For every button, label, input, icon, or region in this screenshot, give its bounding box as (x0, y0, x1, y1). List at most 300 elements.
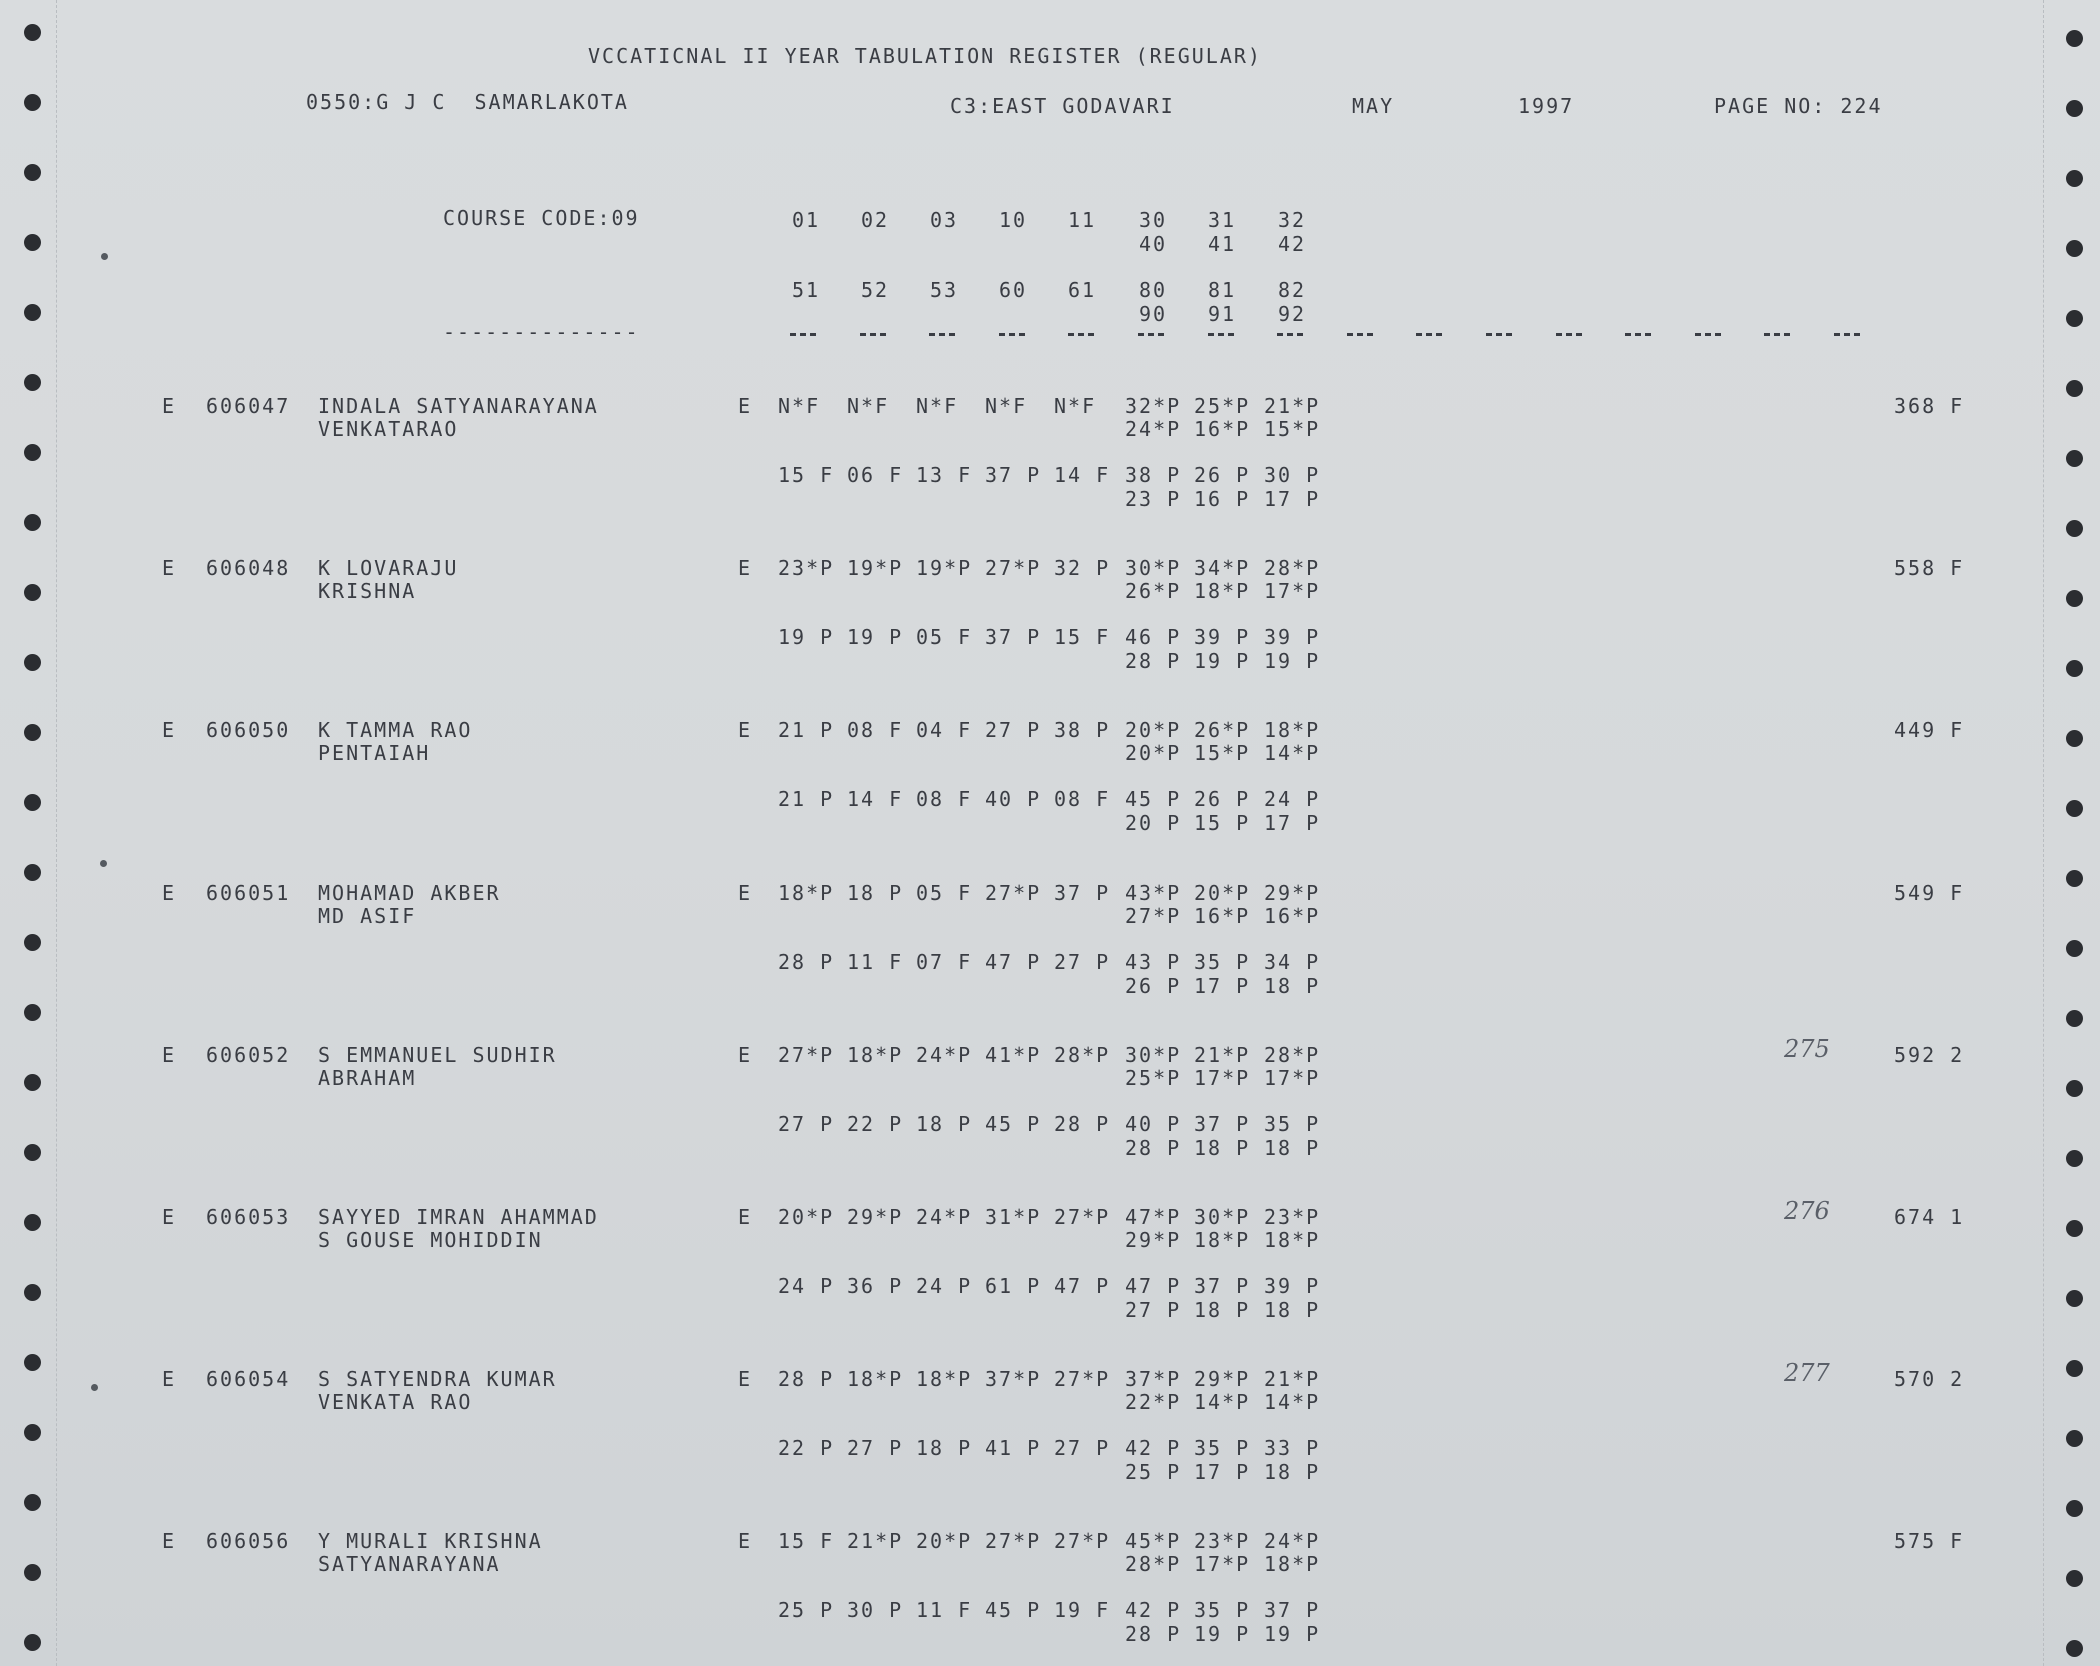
candidate-type: E (162, 556, 177, 581)
sprocket-hole (24, 794, 41, 811)
sprocket-hole (24, 864, 41, 881)
total-and-result: 674 1 (1894, 1205, 1965, 1229)
sprocket-hole (2066, 590, 2083, 607)
column-rule (1347, 333, 1373, 336)
subject-mark: 24*P (916, 1042, 973, 1067)
roll-number: 606047 (206, 394, 291, 418)
sprocket-hole (2066, 1360, 2083, 1377)
total-and-result: 368 F (1894, 394, 1965, 418)
subject-mark: 19 P (1194, 649, 1251, 674)
sprocket-hole (2066, 1010, 2083, 1027)
sprocket-hole (24, 1564, 41, 1581)
subject-mark: 37*P (985, 1367, 1042, 1392)
subject-mark: 05 F (916, 625, 973, 650)
sprocket-hole (2066, 730, 2083, 747)
subject-mark: 35 P (1194, 1436, 1251, 1461)
sprocket-hole (2066, 170, 2083, 187)
subject-mark: 19*P (847, 556, 904, 581)
father-name: KRISHNA (318, 579, 417, 604)
subject-mark: 29*P (847, 1205, 904, 1229)
medium-code: E (738, 1529, 753, 1554)
sprocket-hole (2066, 1220, 2083, 1237)
subject-mark: 23*P (778, 556, 835, 581)
subject-mark: 14*P (1194, 1390, 1251, 1415)
subject-mark: 18 P (1194, 1135, 1251, 1160)
sprocket-hole (2066, 380, 2083, 397)
subject-mark: 29*P (1264, 880, 1321, 905)
subject-mark: 18*P (1264, 718, 1321, 743)
candidate-type: E (162, 1367, 177, 1392)
subject-mark: 16*P (1194, 903, 1251, 928)
subject-mark: N*F (778, 394, 821, 418)
subject-mark: 18 P (1194, 1298, 1251, 1322)
medium-code: E (738, 1205, 753, 1229)
subject-mark: 27*P (1054, 1205, 1111, 1229)
subject-mark: 24 P (1264, 787, 1321, 812)
subject-mark: 27 P (1125, 1298, 1182, 1322)
subject-mark: 32*P (1125, 394, 1182, 418)
course-code-label: COURSE CODE:09 (443, 206, 640, 230)
subject-mark: 27 P (985, 718, 1042, 743)
district-name: C3:EAST GODAVARI (950, 94, 1175, 118)
subject-mark: 14*P (1264, 1390, 1321, 1415)
subject-mark: 22 P (778, 1436, 835, 1461)
subject-mark: 08 F (1054, 787, 1111, 812)
subject-mark: 27 P (847, 1436, 904, 1461)
subject-mark: 43*P (1125, 880, 1182, 905)
subject-mark: 18 P (1264, 1135, 1321, 1160)
subject-mark: 29*P (1194, 1367, 1251, 1392)
subject-mark: 45*P (1125, 1529, 1182, 1554)
subject-mark: 15 F (1054, 625, 1111, 650)
subject-mark: 15 F (778, 1529, 835, 1554)
subject-mark: 18 P (916, 1111, 973, 1136)
subject-mark: 35 P (1194, 949, 1251, 974)
subject-code: 92 (1278, 302, 1307, 326)
subject-mark: 24*P (916, 1205, 973, 1229)
sprocket-hole (24, 164, 41, 181)
subject-mark: 26 P (1125, 973, 1182, 998)
subject-mark: 28 P (1125, 1622, 1182, 1647)
subject-mark: 07 F (916, 949, 973, 974)
sprocket-hole (2066, 450, 2083, 467)
sprocket-hole (24, 1424, 41, 1441)
sprocket-hole (24, 234, 41, 251)
subject-mark: 27 P (778, 1111, 835, 1136)
subject-mark: 24*P (1125, 417, 1182, 441)
subject-mark: 28 P (778, 1367, 835, 1392)
roll-number: 606054 (206, 1367, 291, 1392)
medium-code: E (738, 394, 753, 418)
subject-mark: 18*P (1194, 1228, 1251, 1252)
medium-code: E (738, 556, 753, 581)
column-rule (1208, 333, 1234, 336)
subject-mark: 28 P (1054, 1111, 1111, 1136)
subject-mark: 23*P (1264, 1205, 1321, 1229)
subject-mark: 28 P (778, 949, 835, 974)
subject-code: 90 (1139, 302, 1168, 326)
subject-code: 30 (1139, 208, 1168, 232)
subject-code: 03 (930, 208, 959, 232)
subject-mark: 19 P (847, 625, 904, 650)
subject-mark: 19 F (1054, 1598, 1111, 1623)
paper-speck (100, 860, 107, 867)
subject-code: 51 (792, 278, 821, 302)
sprocket-hole (2066, 1500, 2083, 1517)
subject-mark: 45 P (1125, 787, 1182, 812)
sprocket-hole (24, 1074, 41, 1091)
subject-mark: 14*P (1264, 741, 1321, 766)
sprocket-hole (2066, 1430, 2083, 1447)
sprocket-hole (2066, 1080, 2083, 1097)
subject-code: 53 (930, 278, 959, 302)
sprocket-hole (24, 444, 41, 461)
column-rule (1695, 333, 1721, 336)
subject-code: 40 (1139, 232, 1168, 256)
subject-mark: 30 P (1264, 463, 1321, 487)
subject-mark: 37 P (1054, 880, 1111, 905)
subject-mark: 23 P (1125, 487, 1182, 511)
college-name: 0550:G J C SAMARLAKOTA (306, 90, 629, 114)
subject-mark: 46 P (1125, 625, 1182, 650)
candidate-type: E (162, 1529, 177, 1554)
subject-mark: 19 P (1264, 649, 1321, 674)
student-name: S SATYENDRA KUMAR (318, 1367, 557, 1392)
total-and-result: 575 F (1894, 1529, 1965, 1554)
subject-mark: 24 P (778, 1274, 835, 1298)
roll-number: 606056 (206, 1529, 291, 1554)
subject-mark: 25*P (1194, 394, 1251, 418)
subject-mark: 20*P (778, 1205, 835, 1229)
exam-year: 1997 (1518, 94, 1575, 118)
subject-mark: 28 P (1125, 1135, 1182, 1160)
subject-mark: 18*P (847, 1042, 904, 1067)
sprocket-hole (24, 374, 41, 391)
subject-code: 60 (999, 278, 1028, 302)
subject-mark: 28*P (1125, 1552, 1182, 1577)
right-sprocket-strip (2043, 0, 2100, 1666)
subject-mark: 16 P (1194, 487, 1251, 511)
subject-mark: 17*P (1264, 579, 1321, 604)
sprocket-hole (24, 1354, 41, 1371)
subject-mark: 20*P (1125, 718, 1182, 743)
subject-mark: 04 F (916, 718, 973, 743)
subject-mark: 37*P (1125, 1367, 1182, 1392)
sprocket-hole (2066, 660, 2083, 677)
subject-mark: 32 P (1054, 556, 1111, 581)
subject-mark: 30*P (1125, 1042, 1182, 1067)
subject-mark: 39 P (1264, 1274, 1321, 1298)
sprocket-hole (2066, 520, 2083, 537)
subject-mark: 37 P (1194, 1111, 1251, 1136)
subject-mark: 28 P (1125, 649, 1182, 674)
total-and-result: 449 F (1894, 718, 1965, 743)
subject-mark: 18 P (1264, 973, 1321, 998)
subject-mark: 19*P (916, 556, 973, 581)
subject-mark: 05 F (916, 880, 973, 905)
subject-mark: 39 P (1264, 625, 1321, 650)
column-rule (1138, 333, 1164, 336)
subject-mark: 45 P (985, 1598, 1042, 1623)
subject-mark: 21 P (778, 718, 835, 743)
subject-mark: 18 P (1264, 1298, 1321, 1322)
column-rule (1416, 333, 1442, 336)
subject-mark: 22*P (1125, 1390, 1182, 1415)
subject-mark: 14 F (1054, 463, 1111, 487)
medium-code: E (738, 718, 753, 743)
column-rule (1486, 333, 1512, 336)
page-number: PAGE NO: 224 (1714, 94, 1883, 118)
subject-mark: 40 P (985, 787, 1042, 812)
subject-mark: 37 P (1194, 1274, 1251, 1298)
subject-mark: 27 P (1054, 949, 1111, 974)
sprocket-hole (24, 1634, 41, 1651)
subject-mark: 37 P (985, 463, 1042, 487)
subject-mark: 15*P (1264, 417, 1321, 441)
sprocket-hole (24, 724, 41, 741)
subject-mark: 18*P (1264, 1552, 1321, 1577)
column-rule (1764, 333, 1790, 336)
subject-mark: 28*P (1264, 556, 1321, 581)
medium-code: E (738, 880, 753, 905)
subject-mark: 20 P (1125, 811, 1182, 836)
subject-mark: 19 P (1264, 1622, 1321, 1647)
subject-mark: 27*P (985, 1529, 1042, 1554)
subject-mark: 14 F (847, 787, 904, 812)
subject-code: 41 (1208, 232, 1237, 256)
subject-mark: 15 F (778, 463, 835, 487)
roll-number: 606050 (206, 718, 291, 743)
left-sprocket-strip (0, 0, 57, 1666)
sprocket-hole (2066, 1640, 2083, 1657)
candidate-type: E (162, 718, 177, 743)
exam-month: MAY (1352, 94, 1395, 118)
sprocket-hole (2066, 240, 2083, 257)
subject-mark: 28*P (1054, 1042, 1111, 1067)
father-name: PENTAIAH (318, 741, 431, 766)
sprocket-hole (2066, 30, 2083, 47)
subject-mark: 08 F (847, 718, 904, 743)
sprocket-hole (2066, 1570, 2083, 1587)
subject-mark: 18 P (1264, 1460, 1321, 1485)
subject-mark: 21*P (1264, 1367, 1321, 1392)
subject-mark: N*F (1054, 394, 1097, 418)
subject-mark: 37 P (985, 625, 1042, 650)
subject-mark: 36 P (847, 1274, 904, 1298)
subject-mark: 21*P (847, 1529, 904, 1554)
subject-mark: 25*P (1125, 1065, 1182, 1090)
subject-mark: 27*P (985, 556, 1042, 581)
sprocket-hole (2066, 940, 2083, 957)
father-name: S GOUSE MOHIDDIN (318, 1228, 543, 1252)
subject-code: 42 (1278, 232, 1307, 256)
subject-mark: 18*P (1194, 579, 1251, 604)
subject-mark: 30 P (847, 1598, 904, 1623)
subject-mark: 22 P (847, 1111, 904, 1136)
subject-mark: 27*P (1125, 903, 1182, 928)
sprocket-hole (24, 1214, 41, 1231)
sprocket-hole (24, 934, 41, 951)
student-name: MOHAMAD AKBER (318, 880, 501, 905)
sprocket-hole (2066, 310, 2083, 327)
sprocket-hole (24, 584, 41, 601)
roll-number: 606052 (206, 1042, 291, 1067)
subject-mark: 25 P (1125, 1460, 1182, 1485)
student-name: K LOVARAJU (318, 556, 459, 581)
sprocket-hole (2066, 800, 2083, 817)
father-name: ABRAHAM (318, 1065, 417, 1090)
subject-mark: 47 P (1054, 1274, 1111, 1298)
subject-mark: 11 F (847, 949, 904, 974)
total-and-result: 558 F (1894, 556, 1965, 581)
subject-mark: 41 P (985, 1436, 1042, 1461)
subject-mark: 47 P (1125, 1274, 1182, 1298)
total-and-result: 570 2 (1894, 1367, 1965, 1392)
sprocket-hole (24, 24, 41, 41)
candidate-type: E (162, 394, 177, 418)
subject-mark: 27*P (778, 1042, 835, 1067)
subject-mark: 29*P (1125, 1228, 1182, 1252)
sprocket-hole (24, 1284, 41, 1301)
subject-code: 32 (1278, 208, 1307, 232)
subject-code: 61 (1068, 278, 1097, 302)
handwritten-serial-number: 275 (1784, 1034, 1830, 1063)
subject-mark: 21*P (1264, 394, 1321, 418)
candidate-type: E (162, 1042, 177, 1067)
subject-mark: 23*P (1194, 1529, 1251, 1554)
subject-mark: 37 P (1264, 1598, 1321, 1623)
subject-mark: 20*P (1125, 741, 1182, 766)
subject-code: 01 (792, 208, 821, 232)
subject-code: 80 (1139, 278, 1168, 302)
subject-mark: 21 P (778, 787, 835, 812)
father-name: SATYANARAYANA (318, 1552, 501, 1577)
subject-mark: 27 P (1054, 1436, 1111, 1461)
sprocket-hole (2066, 1150, 2083, 1167)
subject-mark: 30*P (1194, 1205, 1251, 1229)
subject-mark: 31*P (985, 1205, 1042, 1229)
subject-mark: 19 P (778, 625, 835, 650)
handwritten-serial-number: 276 (1784, 1197, 1830, 1225)
candidate-type: E (162, 1205, 177, 1229)
total-and-result: 549 F (1894, 880, 1965, 905)
roll-number: 606053 (206, 1205, 291, 1229)
subject-mark: 42 P (1125, 1436, 1182, 1461)
subject-mark: 17*P (1194, 1552, 1251, 1577)
subject-mark: 26 P (1194, 463, 1251, 487)
subject-mark: 18*P (778, 880, 835, 905)
subject-mark: 17 P (1194, 973, 1251, 998)
subject-code: 31 (1208, 208, 1237, 232)
subject-mark: 16*P (1264, 903, 1321, 928)
subject-code: 81 (1208, 278, 1237, 302)
subject-code: 91 (1208, 302, 1237, 326)
column-rule (1625, 333, 1651, 336)
sprocket-hole (24, 654, 41, 671)
sprocket-hole (24, 304, 41, 321)
subject-mark: 11 F (916, 1598, 973, 1623)
subject-mark: 26*P (1125, 579, 1182, 604)
subject-mark: 34*P (1194, 556, 1251, 581)
student-name: SAYYED IMRAN AHAMMAD (318, 1205, 599, 1229)
sprocket-hole (24, 1144, 41, 1161)
subject-code: 52 (861, 278, 890, 302)
subject-mark: 18*P (847, 1367, 904, 1392)
subject-mark: 35 P (1264, 1111, 1321, 1136)
subject-mark: 30*P (1125, 556, 1182, 581)
register-title: VCCATICNAL II YEAR TABULATION REGISTER (REGULAR) (588, 44, 1262, 68)
subject-mark: 19 P (1194, 1622, 1251, 1647)
subject-mark: 41*P (985, 1042, 1042, 1067)
subject-mark: 47*P (1125, 1205, 1182, 1229)
subject-mark: 17 P (1194, 1460, 1251, 1485)
subject-mark: N*F (847, 394, 890, 418)
subject-mark: 06 F (847, 463, 904, 487)
student-name: INDALA SATYANARAYANA (318, 394, 599, 418)
column-rule (860, 333, 886, 336)
subject-mark: 27*P (985, 880, 1042, 905)
subject-mark: 40 P (1125, 1111, 1182, 1136)
column-rule (790, 333, 816, 336)
subject-mark: 16*P (1194, 417, 1251, 441)
medium-code: E (738, 1367, 753, 1392)
handwritten-serial-number: 277 (1784, 1359, 1830, 1388)
subject-mark: 15*P (1194, 741, 1251, 766)
subject-mark: 33 P (1264, 1436, 1321, 1461)
subject-mark: 38 P (1125, 463, 1182, 487)
subject-mark: 38 P (1054, 718, 1111, 743)
sprocket-hole (2066, 870, 2083, 887)
column-rule (929, 333, 955, 336)
sprocket-hole (24, 1494, 41, 1511)
subject-mark: 61 P (985, 1274, 1042, 1298)
column-rule (1556, 333, 1582, 336)
roll-number: 606048 (206, 556, 291, 581)
total-and-result: 592 2 (1894, 1042, 1965, 1067)
roll-number: 606051 (206, 880, 291, 905)
subject-mark: 13 F (916, 463, 973, 487)
student-name: K TAMMA RAO (318, 718, 473, 743)
column-rule (1068, 333, 1094, 336)
father-name: VENKATA RAO (318, 1390, 473, 1415)
subject-mark: N*F (985, 394, 1028, 418)
student-name: Y MURALI KRISHNA (318, 1529, 543, 1554)
column-rule (1277, 333, 1303, 336)
subject-mark: 17 P (1264, 811, 1321, 836)
paper-speck (101, 253, 108, 260)
candidate-type: E (162, 880, 177, 905)
father-name: MD ASIF (318, 903, 417, 928)
subject-mark: 26 P (1194, 787, 1251, 812)
subject-mark: 18*P (1264, 1228, 1321, 1252)
subject-code: 11 (1068, 208, 1097, 232)
father-name: VENKATARAO (318, 417, 459, 441)
subject-code: 10 (999, 208, 1028, 232)
subject-mark: 21*P (1194, 1042, 1251, 1067)
sprocket-hole (24, 514, 41, 531)
subject-mark: 42 P (1125, 1598, 1182, 1623)
sprocket-hole (24, 1004, 41, 1021)
subject-mark: 27*P (1054, 1367, 1111, 1392)
subject-mark: 18 P (847, 880, 904, 905)
sprocket-hole (24, 94, 41, 111)
paper-speck (91, 1384, 98, 1391)
column-rule (1834, 333, 1860, 336)
column-rule (999, 333, 1025, 336)
sprocket-hole (2066, 100, 2083, 117)
subject-mark: 27*P (1054, 1529, 1111, 1554)
subject-mark: 18 P (916, 1436, 973, 1461)
